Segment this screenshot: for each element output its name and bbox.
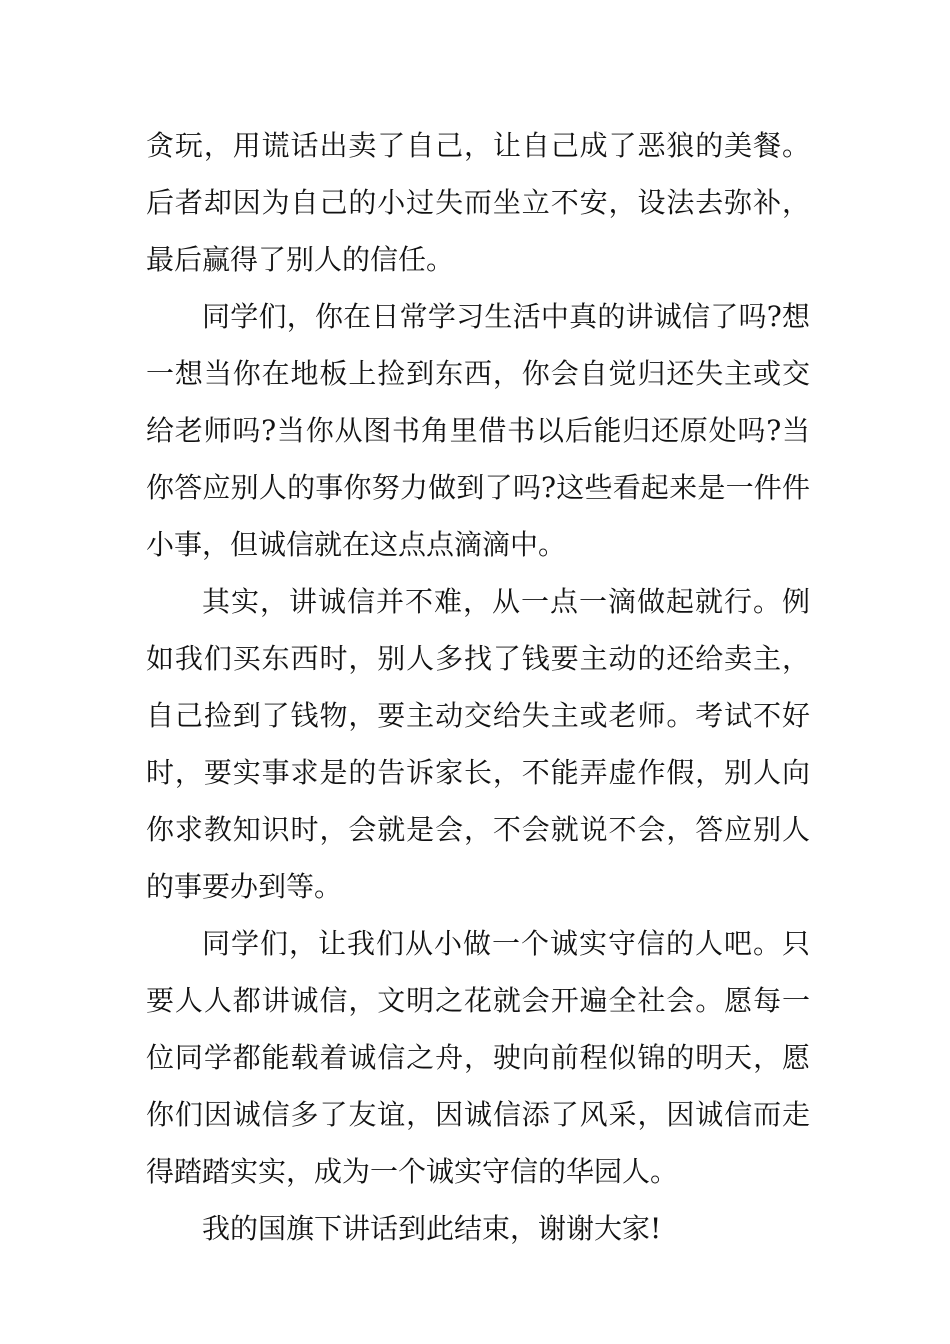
paragraph-honesty-examples: 其实，讲诚信并不难，从一点一滴做起就行。例如我们买东西时，别人多找了钱要主动的还给卖主，自己捡到了钱物，要主动交给失主或老师。考试不好时，要实事求是的告诉家长，不能弄虚作假，别人向你求教知识时，会就是会，不会就说不会，答应别人的事要办到等。 <box>146 585 810 903</box>
speech-body <box>146 117 810 1257</box>
paragraph-continuation: 贪玩，用谎话出卖了自己，让自己成了恶狼的美餐。后者却因为自己的小过失而坐立不安，设法去弥补，最后赢得了别人的信任。 <box>146 129 810 276</box>
paragraph-closing: 我的国旗下讲话到此结束，谢谢大家! <box>202 1212 662 1245</box>
paragraph-daily-honesty: 同学们，你在日常学习生活中真的讲诚信了吗?想一想当你在地板上捡到东西，你会自觉归还失主或交给老师吗?当你从图书角里借书以后能归还原处吗?当你答应别人的事你努力做到了吗?这些看起来是一件件小事，但诚信就在这点点滴滴中。 <box>146 300 810 561</box>
paragraph-call-to-action: 同学们，让我们从小做一个诚实守信的人吧。只要人人都讲诚信，文明之花就会开遍全社会。愿每一位同学都能载着诚信之舟，驶向前程似锦的明天，愿你们因诚信多了友谊，因诚信添了风采，因诚信而走得踏踏实实，成为一个诚实守信的华园人。 <box>146 927 810 1188</box>
